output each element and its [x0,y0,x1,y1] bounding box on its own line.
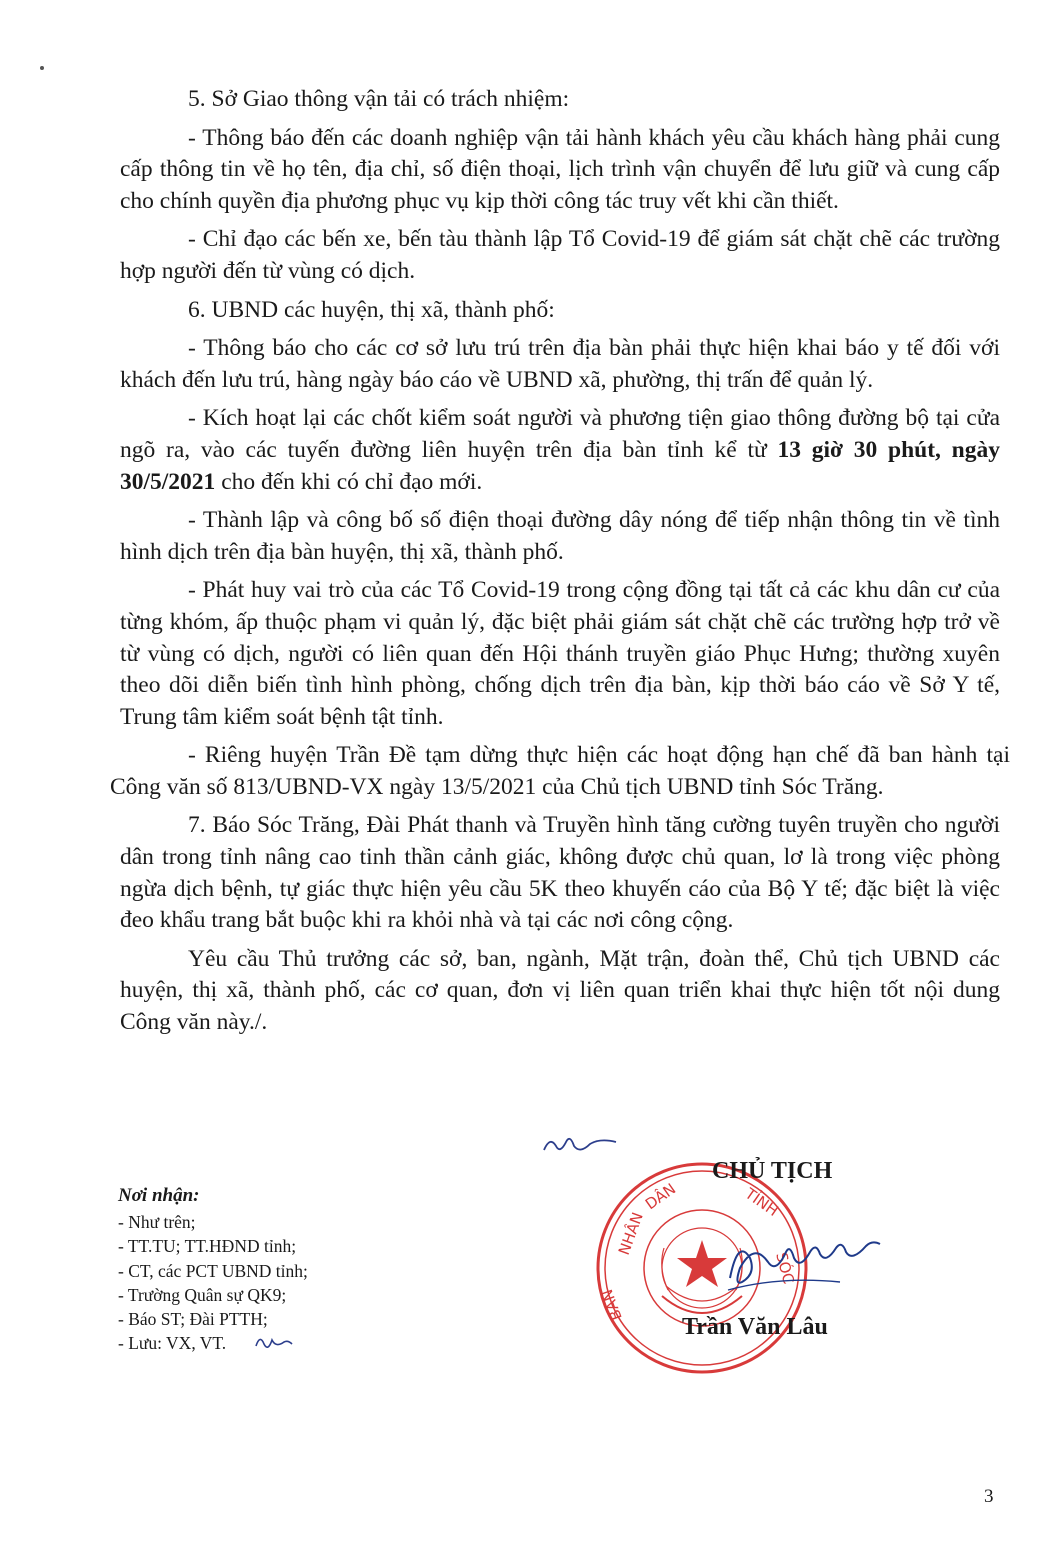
paragraph: - Thành lập và công bố số điện thoại đường dây nóng để tiếp nhận thông tin về tình hình dịch trên địa bàn huyện, thị xã, thành phố. [120,507,1000,565]
recipients-heading: Nơi nhận: [118,1185,200,1206]
paragraph [120,403,1000,498]
scan-speck [40,66,44,70]
svg-text:DÂN: DÂN [641,1179,680,1214]
recipient-item: - TT.TU; TT.HĐND tỉnh; [118,1236,297,1257]
recipient-item: - Báo ST; Đài PTTH; [118,1309,268,1330]
paragraph: 5. Sở Giao thông vận tải có trách nhiệm: [188,86,570,112]
paragraph-text: cho đến khi có chỉ đạo mới. [215,468,483,495]
paragraph: - Thông báo cho các cơ sở lưu trú trên địa bàn phải thực hiện khai báo y tế đối với khách đến lưu trú, hàng ngày báo cáo về UBND xã, phường, thị trấn để quản lý. [120,335,1000,393]
svg-text:NHÂN: NHÂN [614,1209,647,1258]
recipient-item: - Trường Quân sự QK9; [118,1284,287,1305]
paragraph: - Phát huy vai trò của các Tổ Covid-19 trong cộng đồng tại tất cả các khu dân cư của từng khóm, ấp thuộc phạm vi quản lý, đặc biệt phải giám sát chặt chẽ các trường hợp trở về từ vùng có dịch, người có liên quan đến Hội thánh truyền giáo Phục Hưng; thường xuyên theo dõi diễn biến tình hình phòng, chống dịch trên địa bàn, kịp thời báo cáo về Sở Y tế, Trung tâm kiểm soát bệnh tật tỉnh. [120,577,1000,730]
paragraph: 6. UBND các huyện, thị xã, thành phố: [188,296,555,323]
page-number: 3 [984,1486,994,1507]
paragraph: Yêu cầu Thủ trưởng các sở, ban, ngành, Mặt trận, đoàn thể, Chủ tịch UBND các huyện, thị xã, thành phố, các cơ quan, đơn vị liên quan triển khai thực hiện tốt nội dung Công văn này./. [120,945,1000,1036]
recipient-item: - Như trên; [118,1212,196,1233]
initial-mark [254,1332,294,1354]
recipient-item: - Lưu: VX, VT. [118,1333,227,1354]
initial-mark [540,1128,620,1160]
handwritten-signature [720,1218,890,1298]
signer-name: Trần Văn Lâu [682,1314,828,1340]
svg-text:SÓC: SÓC [772,1250,798,1286]
svg-text:BAN: BAN [597,1286,626,1323]
paragraph: - Riêng huyện Trần Đề tạm dừng thực hiện các hoạt động hạn chế đã ban hành tại Công văn số 813/UBND-VX ngày 13/5/2021 của Chủ tịch UBND tỉnh Sóc Trăng. [110,742,1010,800]
paragraph-text: - Kích hoạt lại các chốt kiểm soát người và phương tiện giao thông đường bộ tại cửa ngõ ra, vào các tuyến đường liên huyện trên địa bàn tỉnh kể từ [120,405,1000,463]
paragraph: 7. Báo Sóc Trăng, Đài Phát thanh và Truyền hình tăng cường tuyên truyền cho người dân trong tỉnh nâng cao tinh thần cảnh giác, không được chủ quan, lơ là trong việc phòng ngừa dịch bệnh, tự giác thực hiện yêu cầu 5K theo khuyến cáo của Bộ Y tế; đặc biệt là việc đeo khẩu trang bắt buộc khi ra khỏi nhà và tại các nơi công cộng. [120,812,1000,934]
recipients-block [118,1184,538,1355]
paragraph: - Thông báo đến các doanh nghiệp vận tải hành khách yêu cầu khách hàng phải cung cấp thông tin về họ tên, địa chỉ, số điện thoại, lịch trình vận chuyển để lưu giữ và cung cấp cho chính quyền địa phương phục vụ kịp thời công tác truy vết khi cần thiết. [120,124,1000,214]
recipient-item: - CT, các PCT UBND tỉnh; [118,1260,308,1281]
paragraph: - Chỉ đạo các bến xe, bến tàu thành lập Tổ Covid-19 để giám sát chặt chẽ các trường hợp người đến từ vùng có dịch. [120,226,1000,284]
document-body [110,84,1010,1046]
recipients-list [118,1210,538,1355]
signer-title: CHỦ TỊCH [712,1158,833,1184]
svg-text:TỈNH: TỈNH [741,1184,782,1220]
highlighted-date: 13 giờ 30 phút, ngày 30/5/2021 [120,436,1000,495]
